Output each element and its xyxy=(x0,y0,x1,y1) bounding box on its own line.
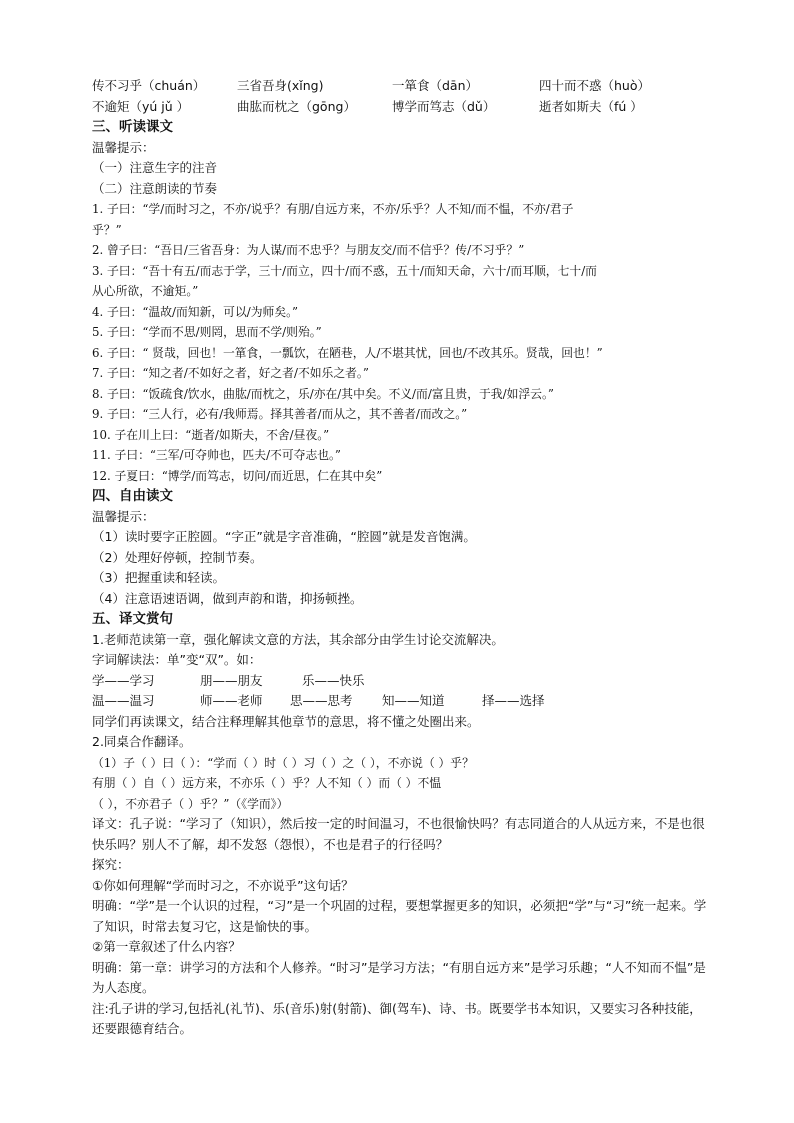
recitation-line: 6. 子曰：“ 贤哉，回也！一箪食，一瓢饮，在陋巷，人/不堪其忧，回也/不改其乐。贤哉，回也！” xyxy=(92,345,603,360)
recitation-line: 12. 子夏曰：“博学/而笃志，切问/而近思，仁在其中矣” xyxy=(92,468,383,483)
answer: 明确：第一章：讲学习的方法和个人修养。“时习”是学习方法；“有朋自远方来”是学习乐趣；“人不知而不愠”是为人态度。 xyxy=(92,959,706,995)
pinyin-row-2 xyxy=(92,97,712,118)
pinyin-item: 不逾矩（yú jǔ ） xyxy=(92,98,190,114)
recitation-line: 从心所欲，不逾矩。” xyxy=(92,284,199,298)
section-4-heading: 四、自由读文 xyxy=(92,488,173,504)
word-pair: 师——老师 xyxy=(200,693,263,708)
recitation-line: 3. 子曰：“吾十有五/而志于学，三十/而立，四十/而不惑，五十/而知天命，六十/而耳顺，七十/而 xyxy=(92,263,597,278)
word-pair: 朋——朋友 xyxy=(200,672,263,688)
answer: 明确：“学”是一个认识的过程，“习”是一个巩固的过程，要想掌握更多的知识，必须把“学”与“习”统一起来。学了知识，时常去复习它，这是愉快的事。 xyxy=(92,898,707,934)
fill-blank-line: （ ），不亦君子（ ）乎？”（《学而》） xyxy=(92,796,289,811)
translation: 译文：孔子说：“学习了（知识），然后按一定的时间温习，不也很愉快吗？有志同道合的人从远方来，不是也很快乐吗？别人不了解，却不发怒（怨恨），不也是君子的行径吗？ xyxy=(92,816,705,852)
word-pair: 知——知道 xyxy=(382,693,445,708)
section-3-tip: （二）注意朗读的节奏 xyxy=(92,180,218,196)
paragraph: 同学们再读课文，结合注释理解其他章节的意思，将不懂之处圈出来。 xyxy=(92,713,480,729)
section-3-tip-label: 温馨提示： xyxy=(92,139,155,155)
paragraph: 1.老师范读第一章，强化解读文意的方法，其余部分由学生讨论交流解决。 xyxy=(92,631,504,647)
recitation-line: 乎？” xyxy=(92,222,122,237)
recitation-line: 4. 子曰：“温故/而知新，可以/为师矣。” xyxy=(92,304,299,319)
word-pair-row-2 xyxy=(92,691,712,712)
recitation-line: 5. 子曰：“学而不思/则罔，思而不学/则殆。” xyxy=(92,325,322,339)
section-3-heading: 三、听读课文 xyxy=(92,119,173,135)
document-body xyxy=(92,76,712,1040)
recitation-line: 9. 子曰：“三人行，必有/我师焉。择其善者/而从之，其不善者/而改之。” xyxy=(92,407,468,421)
pinyin-row-1 xyxy=(92,76,712,97)
word-pair: 温——温习 xyxy=(92,693,155,708)
fill-blank-line: 有朋（ ）自（ ）远方来，不亦乐（ ）乎？人不知（ ）而（ ）不愠 xyxy=(92,776,442,790)
word-pair: 乐——快乐 xyxy=(302,672,365,688)
pinyin-item: 三省吾身(xǐng) xyxy=(237,78,324,93)
recitation-line: 11. 子曰：“三军/可夺帅也，匹夫/不可夺志也。” xyxy=(92,448,341,462)
recitation-line: 10. 子在川上曰：“逝者/如斯夫，不舍/昼夜。” xyxy=(92,427,330,442)
pinyin-item: 四十而不惑（huò） xyxy=(539,78,650,93)
word-pair: 思——思考 xyxy=(290,693,353,708)
section-4-tip: （4）注意语速语调，做到声韵和谐，抑扬顿挫。 xyxy=(92,590,363,606)
section-4-tip-label: 温馨提示： xyxy=(92,508,155,524)
word-pair-row-1 xyxy=(92,671,712,692)
paragraph: 2.同桌合作翻译。 xyxy=(92,734,192,749)
fill-blank-line: （1）子（ ）曰（ ）：“学而（ ）时（ ）习（ ）之（ ），不亦说（ ）乎？ xyxy=(92,755,474,770)
section-4-tip: （1）读时要字正腔圆。“字正”就是字音准确，“腔圆”就是发音饱满。 xyxy=(92,529,476,544)
section-3-tip: （一）注意生字的注音 xyxy=(92,160,218,175)
pinyin-item: 博学而笃志（dǔ） xyxy=(392,98,496,114)
pinyin-item: 传不习乎（chuán） xyxy=(92,78,206,93)
word-pair: 学——学习 xyxy=(92,672,155,688)
question: ②第一章叙述了什么内容？ xyxy=(92,939,241,954)
section-4-tip: （2）处理好停顿，控制节奏。 xyxy=(92,549,263,565)
recitation-line: 7. 子曰：“知之者/不如好之者，好之者/不如乐之者。” xyxy=(92,366,369,380)
recitation-line: 2. 曾子曰：“吾日/三省吾身：为人谋/而不忠乎？与朋友交/而不信乎？传/不习乎？” xyxy=(92,243,525,257)
note: 注:孔子讲的学习,包括礼(礼节)、乐(音乐)射(射箭)、御(驾车)、诗、书。既要学书本知识，又要实习各种技能，还要跟德育结合。 xyxy=(92,1000,702,1036)
section-5-heading: 五、译文赏句 xyxy=(92,611,173,627)
pinyin-item: 逝者如斯夫（fú ） xyxy=(539,98,643,114)
pinyin-item: 曲肱而枕之（gōng） xyxy=(237,98,356,114)
pinyin-item: 一箪食（dān） xyxy=(392,78,479,93)
paragraph: 字词解读法：单”变“双”。如： xyxy=(92,652,262,667)
question: ①你如何理解“学而时习之，不亦说乎”这句话？ xyxy=(92,877,354,893)
explore-label: 探究： xyxy=(92,857,130,872)
section-4-tip: （3）把握重读和轻读。 xyxy=(92,570,225,585)
word-pair: 择——选择 xyxy=(482,693,545,708)
recitation-line: 8. 子曰：“饭疏食/饮水，曲肱/而枕之，乐/亦在/其中矣。不义/而/富且贵，于我/如浮云。” xyxy=(92,386,554,401)
recitation-line: 1. 子曰：“学/而时习之，不亦/说乎？有朋/自远方来，不亦/乐乎？人不知/而不愠，不亦/君子 xyxy=(92,202,574,216)
